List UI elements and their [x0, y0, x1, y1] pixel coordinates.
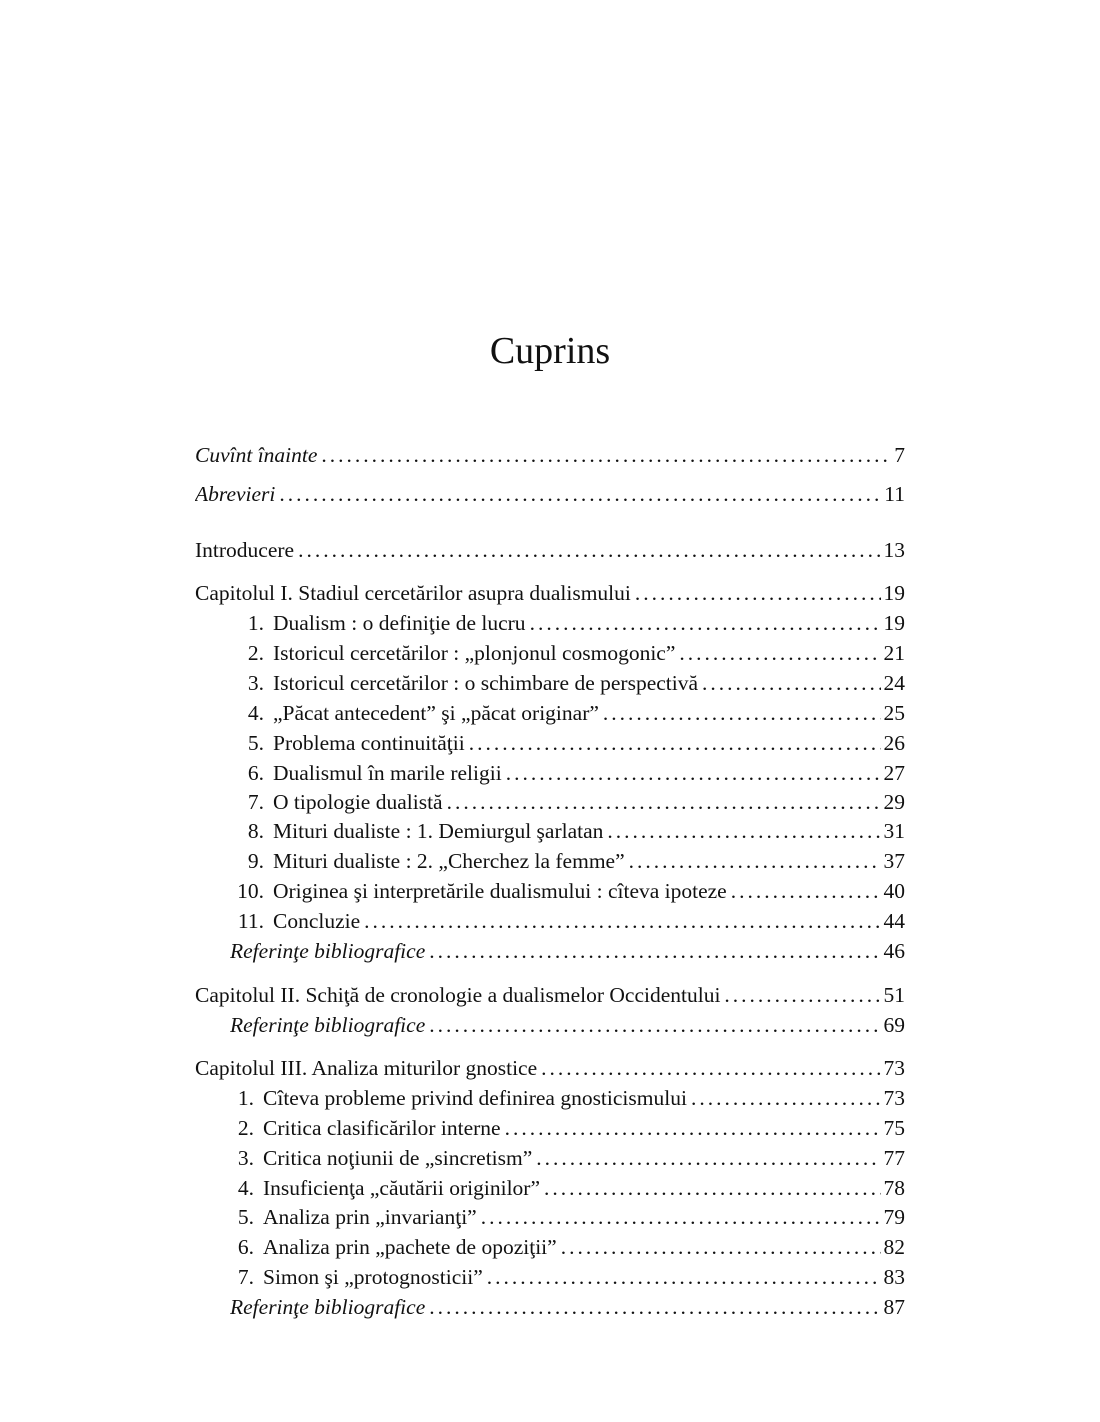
toc-entry-label: Insuficienţa „căutării originilor” [263, 1176, 540, 1200]
toc-page-number: 87 [883, 1295, 905, 1319]
toc-page-number: 19 [883, 611, 905, 635]
toc-entry-label: Abrevieri [195, 482, 276, 506]
toc-section[interactable] [230, 608, 905, 638]
toc-chapter-1[interactable] [195, 578, 905, 608]
toc-entry-label: Simon şi „protognosticii” [263, 1265, 483, 1289]
toc-section[interactable] [230, 1083, 905, 1113]
toc-page-number: 21 [883, 641, 905, 665]
toc-section[interactable] [230, 876, 905, 906]
dot-leader [321, 440, 891, 470]
toc-page-number: 69 [883, 1013, 905, 1037]
toc-references[interactable] [230, 1010, 905, 1040]
toc-page-number: 31 [883, 819, 905, 843]
toc-section-number: 1. [237, 1086, 254, 1110]
dot-leader [429, 936, 880, 966]
dot-leader [724, 980, 880, 1010]
toc-section-number: 2. [237, 1116, 254, 1140]
toc-entry-label: Capitolul III. Analiza miturilor gnostice [195, 1056, 538, 1080]
toc-page-number: 19 [883, 581, 905, 605]
dot-leader [429, 1010, 880, 1040]
toc-section-number: 10. [237, 879, 264, 903]
toc-section[interactable] [230, 668, 905, 698]
toc-entry-label: Problema continuităţii [273, 731, 465, 755]
toc-section-number: 11. [237, 909, 264, 933]
toc-entry-label: Analiza prin „pachete de opoziţii” [263, 1235, 557, 1259]
toc-entry-label: Referinţe bibliografice [230, 1295, 426, 1319]
toc-references[interactable] [230, 936, 905, 966]
toc-page-number: 29 [883, 790, 905, 814]
toc-section-number: 7. [247, 790, 264, 814]
toc-section-number: 4. [237, 1176, 254, 1200]
toc-entry-label: Cuvînt înainte [195, 443, 318, 467]
toc-page-number: 27 [883, 761, 905, 785]
toc-entry-label: Critica clasificărilor interne [263, 1116, 501, 1140]
dot-leader [506, 758, 881, 788]
toc-page-number: 37 [883, 849, 905, 873]
dot-leader [530, 608, 881, 638]
toc-page-number: 46 [883, 939, 905, 963]
dot-leader [603, 698, 881, 728]
toc-section-number: 4. [247, 701, 264, 725]
toc-entry-label: Referinţe bibliografice [230, 939, 426, 963]
toc-references[interactable] [230, 1292, 905, 1322]
toc-page-number: 82 [883, 1235, 905, 1259]
toc-section[interactable] [230, 1202, 905, 1232]
toc-section-number: 2. [247, 641, 264, 665]
dot-leader [544, 1173, 881, 1203]
toc-page-number: 78 [883, 1176, 905, 1200]
toc-section-number: 5. [247, 731, 264, 755]
toc-section-number: 5. [237, 1205, 254, 1229]
toc-entry-label: O tipologie dualistă [273, 790, 443, 814]
toc-section[interactable] [230, 846, 905, 876]
toc-section[interactable] [230, 1113, 905, 1143]
toc-entry-label: Mituri dualiste : 1. Demiurgul şarlatan [273, 819, 604, 843]
toc-entry-label: Cîteva probleme privind definirea gnosticismului [263, 1086, 687, 1110]
dot-leader [561, 1232, 881, 1262]
dot-leader [447, 787, 881, 817]
toc-entry-label: Referinţe bibliografice [230, 1013, 426, 1037]
toc-entry-label: Originea şi interpretările dualismului : cîteva ipoteze [273, 879, 727, 903]
toc-section-number: 3. [237, 1146, 254, 1170]
toc-page-number: 40 [883, 879, 905, 903]
toc-page-number: 25 [883, 701, 905, 725]
toc-entry-abbreviations[interactable] [195, 479, 905, 509]
toc-entry-label: Introducere [195, 538, 295, 562]
toc-section[interactable] [230, 758, 905, 788]
toc-section[interactable] [230, 728, 905, 758]
toc-page-number: 73 [883, 1086, 905, 1110]
dot-leader [469, 728, 881, 758]
toc-section-number: 7. [237, 1265, 254, 1289]
dot-leader [505, 1113, 881, 1143]
toc-entry-introduction[interactable] [195, 535, 905, 565]
toc-section[interactable] [230, 698, 905, 728]
toc-page-number: 83 [883, 1265, 905, 1289]
dot-leader [635, 578, 881, 608]
toc-page-number: 26 [883, 731, 905, 755]
toc-page-number: 13 [883, 538, 905, 562]
toc-section[interactable] [230, 638, 905, 668]
toc-page-number: 77 [883, 1146, 905, 1170]
toc-page-number: 79 [883, 1205, 905, 1229]
toc-entry-label: Concluzie [273, 909, 361, 933]
toc-entry-label: Dualism : o definiţie de lucru [273, 611, 526, 635]
toc-entry-label: Dualismul în marile religii [273, 761, 502, 785]
dot-leader [702, 668, 880, 698]
dot-leader [691, 1083, 881, 1113]
toc-entry-label: Istoricul cercetărilor : „plonjonul cosmogonic” [273, 641, 676, 665]
dot-leader [279, 479, 881, 509]
dot-leader [629, 846, 881, 876]
dot-leader [607, 816, 880, 846]
toc-entry-label: „Păcat antecedent” şi „păcat originar” [273, 701, 599, 725]
toc-section[interactable] [230, 1262, 905, 1292]
toc-section[interactable] [230, 1143, 905, 1173]
dot-leader [429, 1292, 880, 1322]
toc-section-number: 3. [247, 671, 264, 695]
toc-page-number: 11 [884, 482, 905, 506]
toc-section[interactable] [230, 816, 905, 846]
toc-section-number: 9. [247, 849, 264, 873]
toc-page-number: 51 [883, 983, 905, 1007]
toc-entry-label: Capitolul I. Stadiul cercetărilor asupra dualismului [195, 581, 631, 605]
dot-leader [298, 535, 880, 565]
toc-section[interactable] [230, 1232, 905, 1262]
toc-page-number: 73 [883, 1056, 905, 1080]
toc-entry-label: Critica noţiunii de „sincretism” [263, 1146, 533, 1170]
page-title: Cuprins [489, 330, 611, 372]
dot-leader [487, 1262, 881, 1292]
toc-page-number: 75 [883, 1116, 905, 1140]
dot-leader [364, 906, 880, 936]
toc-page-number: 7 [894, 443, 905, 467]
toc-chapter-2[interactable] [195, 980, 905, 1010]
toc-page-number: 44 [883, 909, 905, 933]
toc-entry-label: Mituri dualiste : 2. „Cherchez la femme” [273, 849, 625, 873]
toc-entry-foreword[interactable] [195, 440, 905, 470]
toc-section-number: 6. [237, 1235, 254, 1259]
toc-chapter-3[interactable] [195, 1053, 905, 1083]
dot-leader [541, 1053, 880, 1083]
toc-section[interactable] [230, 787, 905, 817]
toc-entry-label: Capitolul II. Schiţă de cronologie a dualismelor Occidentului [195, 983, 721, 1007]
toc-section-number: 1. [247, 611, 264, 635]
toc-entry-label: Analiza prin „invarianţi” [263, 1205, 477, 1229]
toc-page-number: 24 [883, 671, 905, 695]
dot-leader [536, 1143, 880, 1173]
toc-section-number: 8. [247, 819, 264, 843]
toc-section-number: 6. [247, 761, 264, 785]
toc-section[interactable] [230, 906, 905, 936]
dot-leader [679, 638, 880, 668]
toc-section[interactable] [230, 1173, 905, 1203]
toc-entry-label: Istoricul cercetărilor : o schimbare de perspectivă [273, 671, 699, 695]
dot-leader [481, 1202, 881, 1232]
dot-leader [731, 876, 881, 906]
